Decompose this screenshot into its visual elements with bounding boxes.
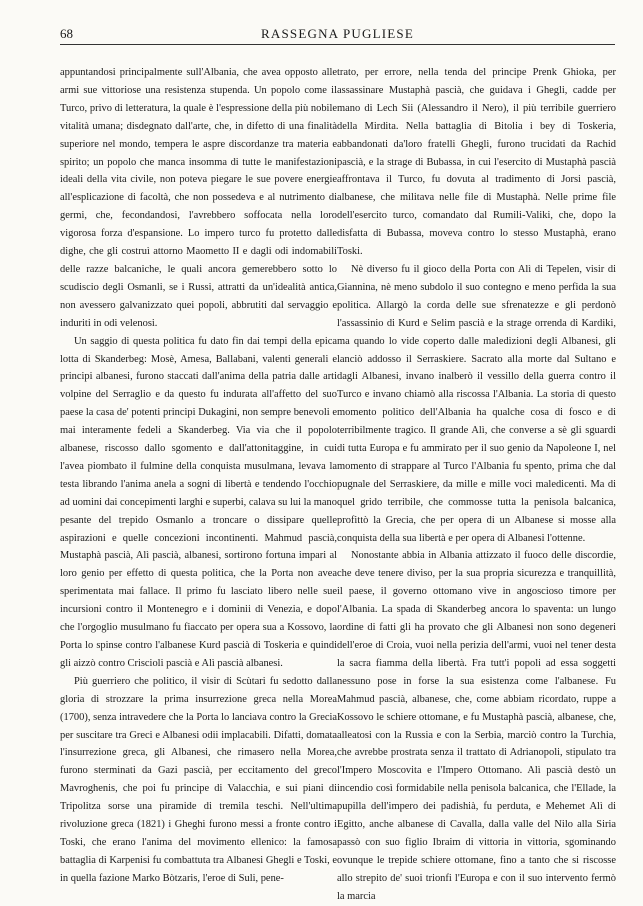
- paragraph: appuntandosi principalmente sull'Albania, che avea opposto alle armi sue vittoriose una resistenza stupenda. Un popolo come il Turco, privo di letteratura, la quale è l'espressione della più nobile vitalità umana; disdegnato dall'arte, che, in difetto di una finalità superiore nel mondo, tempera le aspre discordanze tra materia e spirito; un popolo che manca insomma di tutte le manifestazioni ideali della vita civile, non poteva piegare le sue povere energie all'esplicazione di facoltà, che non possedeva e al nutrimento di germi, che, fecondandosi, l'avrebbero soffocata nella loro vigorosa forza d'espansione. Lo impero turco fu protetto dalle dighe, che gli costruì attorno Maometto II e dagli odi indomabili delle razze balcaniche, le quali ancora gemerebbero sotto lo scudiscio degli Osmanli, se i Russi, attratti da un'idealità antica, non avessero galvanizzato quei popoli, abbrutiti dal servaggio e induriti in odi velenosi.: [60, 67, 337, 329]
- page-number: 68: [60, 26, 73, 41]
- journal-title: RASSEGNA PUGLIESE: [261, 26, 414, 41]
- right-column: [337, 64, 616, 906]
- paragraph: Un saggio di questa politica fu dato fin dai tempi della epica lotta di Skanderbeg: Mosè, Amesa, Ballabani, valenti generali e principi albanesi, furono staccati dall'anima della patria dalle arti volpine del Serraglio e da questo fu indurata all'affetto del suo paese la casa de' potenti principi Dukagini, non sempre benevoli e mai interamente fedeli a Skanderbeg. Via via che il popolo albanese, riscosso dallo sgomento e dall'attonitaggine, in cui l'avea piombato il fulmine della conquista musulmana, levava la testa librando l'anima anela a sogni di libertà e tendendo l'occhio ad uomini dai concepimenti larghi e superbi, calava su lui la mano pesante del trepido Osmanlo a troncare o dissipare quelle aspirazioni e quelle concezioni incontinenti. Mahmud pascià, Mustaphà pascià, Alì pascià, albanesi, sortirono fortuna impari al loro genio per effetto di questa politica, che la Porta non avea sperimentata mai fallace. Il primo fu lasciato libero nelle sue incursioni contro il Montenegro e i dominii di Venezia, e dopo che l'orgoglio musulmano fu fiaccato per opera sua a Kossovo, la Porta lo spinse contro l'albanese Kurd pascià di Toskeria e quindi gli aizzò contro Criscioli pascià e Alì pascià albanesi.: [60, 335, 337, 669]
- paragraph: Più guerriero che politico, il visir di Scùtari fu sedotto dalla gloria di strozzare la prima insurrezione greca nella Morea (1700), senza intravedere che la Porta lo lanciava contro la Grecia per suscitare tra Greci e Albanesi odii implacabili. Difatti, domata l'insurrezione greca, gli Albanesi, che rimasero nella Morea, furono sterminati da Gazi pascià, per eccitamento del greco Mavroghenis, che poi fu principe di Valacchia, e sui piani di Tripolitza sorse una piramide di tremila teschi. Nell'ultima rivoluzione greca (1821) i Gheghi furono messi a fronte contro i Toski, che erano l'anima del movimento ellenico: la famosa battaglia di Karpenisi fu combattuta tra Albanesi Ghegli e Toski, e in quella fazione Marko Bòtzaris, l'eroe di Suli, pene-: [60, 675, 337, 884]
- running-header: [60, 24, 615, 45]
- left-column: [60, 64, 337, 888]
- paragraph: Nè diverso fu il gioco della Porta con Alì di Tepelen, visir di Giannina, nè meno subdolo il suo contegno e meno perfida la sua politica. Allargò la corda delle sue sfrenatezze e gli perdonò l'assassinio di Kurd e Selim pascià e la strage orrenda di Kardiki, ma quando lo vide coperto dalle maledizioni degli Albanesi, gli lanciò addosso il Serraskiere. Sacrato alla morte dal Sultano e dagli Albanesi, invano inalberò il vessillo della guerra contro il Turco e invano chiamò alla riscossa l'Albania. La storia di questo momento politico dell'Albania ha qualche cosa di fosco e di terribilmente tragico. Il grande Alì, che converse a sè gli sguardi di tutta Europa e fu ammirato per il suo genio da Napoleone I, nel momento di strappare al Turco l'Albania fu spento, prima che dal pugnale del Serraskiere, da mille e mille voci maledicenti. Ma di quel grido terribile, che commosse tutta la penisola balcanica, profittò la Grecia, che per opera di un Albanese si mosse alla conquista della sua libertà e per opera di Albanesi l'ottenne.: [337, 263, 616, 544]
- paragraph: Nonostante abbia in Albania attizzato il fuoco delle discordie, che deve tenere diviso, per la sua propria sicurezza e tranquillità, il paese, il governo ottomano vive in angoscioso timore per l'Albania. La spada di Skanderbeg ancora lo spaventa: un lungo ordine di fatti gli ha provato che gli Albanesi non sono degeneri dell'eroe di Croia, vuoi nella perizia dell'armi, vuoi nel tener desta la sacra fiamma della libertà. Fra tutt'i popoli ad essa soggetti nessuno pose in forse la sua esistenza come l'albanese. Fu Mahmud pascià, albanese, che, come abbiam ricordato, ruppe a Kossovo le schiere ottomane, e fu Mustaphà pascià, albanese, che, alleatosi con la Russia e con la Serbia, marciò contro la Turchia, che avrebbe prostrata senza il trattato di Adrianopoli, stipulato tra l'Impero Moscovita e l'Impero Ottomano. Alì pascià destò un incendio così formidabile nella penisola balcanica, che l'Ellade, la pupilla dell'impero dei padishià, fu perduta, e Mehemet Alì di Egitto, anche albanese di Cavalla, dalla valle del Nilo alla Siria passò con suo figlio Ibraim di vittoria in vittoria, sgominando ovunque le trepide schiere ottomane, fino a tanto che si riscosse allo strepito de' suoi trionfi l'Europa e con il suo intervento fermò la marcia: [337, 550, 616, 902]
- paragraph: trato, per errore, nella tenda del principe Prenk Ghioka, per assassinare Mustaphà pascià, che guidava i Ghegli, cadde per mano di Lech Sii (Alessandro il Nero), il più terribile guerriero della Mirdita. Nella battaglia di Bitolia i bey di Toskeria, abbandonati da'loro fratelli Ghegli, furono trucidati da Rachid pascià, e la strage di Bubassa, in cui l'esercito di Mustaphà pascià affrontava il Turco, fu dovuta al tradimento di Jorsi pascià, albanese, che militava nelle file di Mustaphà. Nelle prime file dell'esercito turco, comandato dal Rumili-Valiki, che, dopo la disfatta di Bubassa, moveva contro lo stesso Mustaphà, erano Toski.: [337, 67, 616, 258]
